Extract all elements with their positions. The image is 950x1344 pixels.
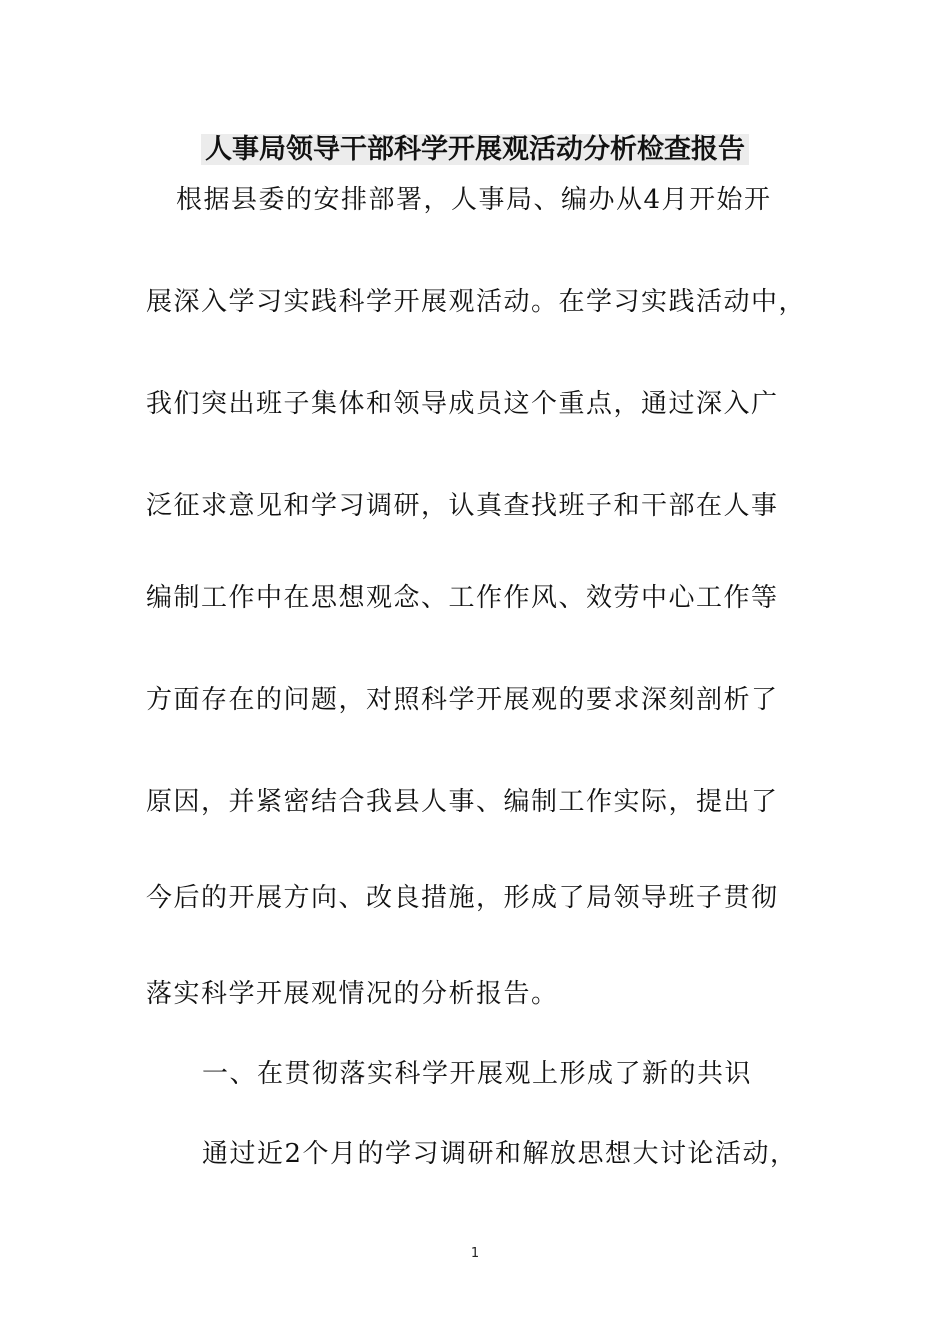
body-line-8: 今后的开展方向、改良措施，形成了局领导班子贯彻	[146, 883, 779, 913]
document-title	[0, 130, 950, 170]
document-title-text: 人事局领导干部科学开展观活动分析检查报告	[201, 134, 749, 165]
body-line-9: 落实科学开展观情况的分析报告。	[146, 979, 559, 1009]
body-line-4: 泛征求意见和学习调研，认真查找班子和干部在人事	[146, 491, 779, 521]
body-line-5: 编制工作中在思想观念、工作作风、效劳中心工作等	[146, 583, 779, 613]
body-line-7: 原因，并紧密结合我县人事、编制工作实际，提出了	[146, 787, 779, 817]
body-line-2: 展深入学习实践科学开展观活动。在学习实践活动中，	[146, 287, 807, 317]
page-number: 1	[470, 1246, 480, 1261]
body-line-1: 根据县委的安排部署，人事局、编办从4月开始开	[176, 185, 772, 215]
body-line-3: 我们突出班子集体和领导成员这个重点，通过深入广	[146, 389, 779, 419]
body-line-6: 方面存在的问题，对照科学开展观的要求深刻剖析了	[146, 685, 779, 715]
section-heading-1: 一、在贯彻落实科学开展观上形成了新的共识	[202, 1059, 753, 1089]
body-line-10: 通过近2个月的学习调研和解放思想大讨论活动，	[202, 1139, 798, 1169]
